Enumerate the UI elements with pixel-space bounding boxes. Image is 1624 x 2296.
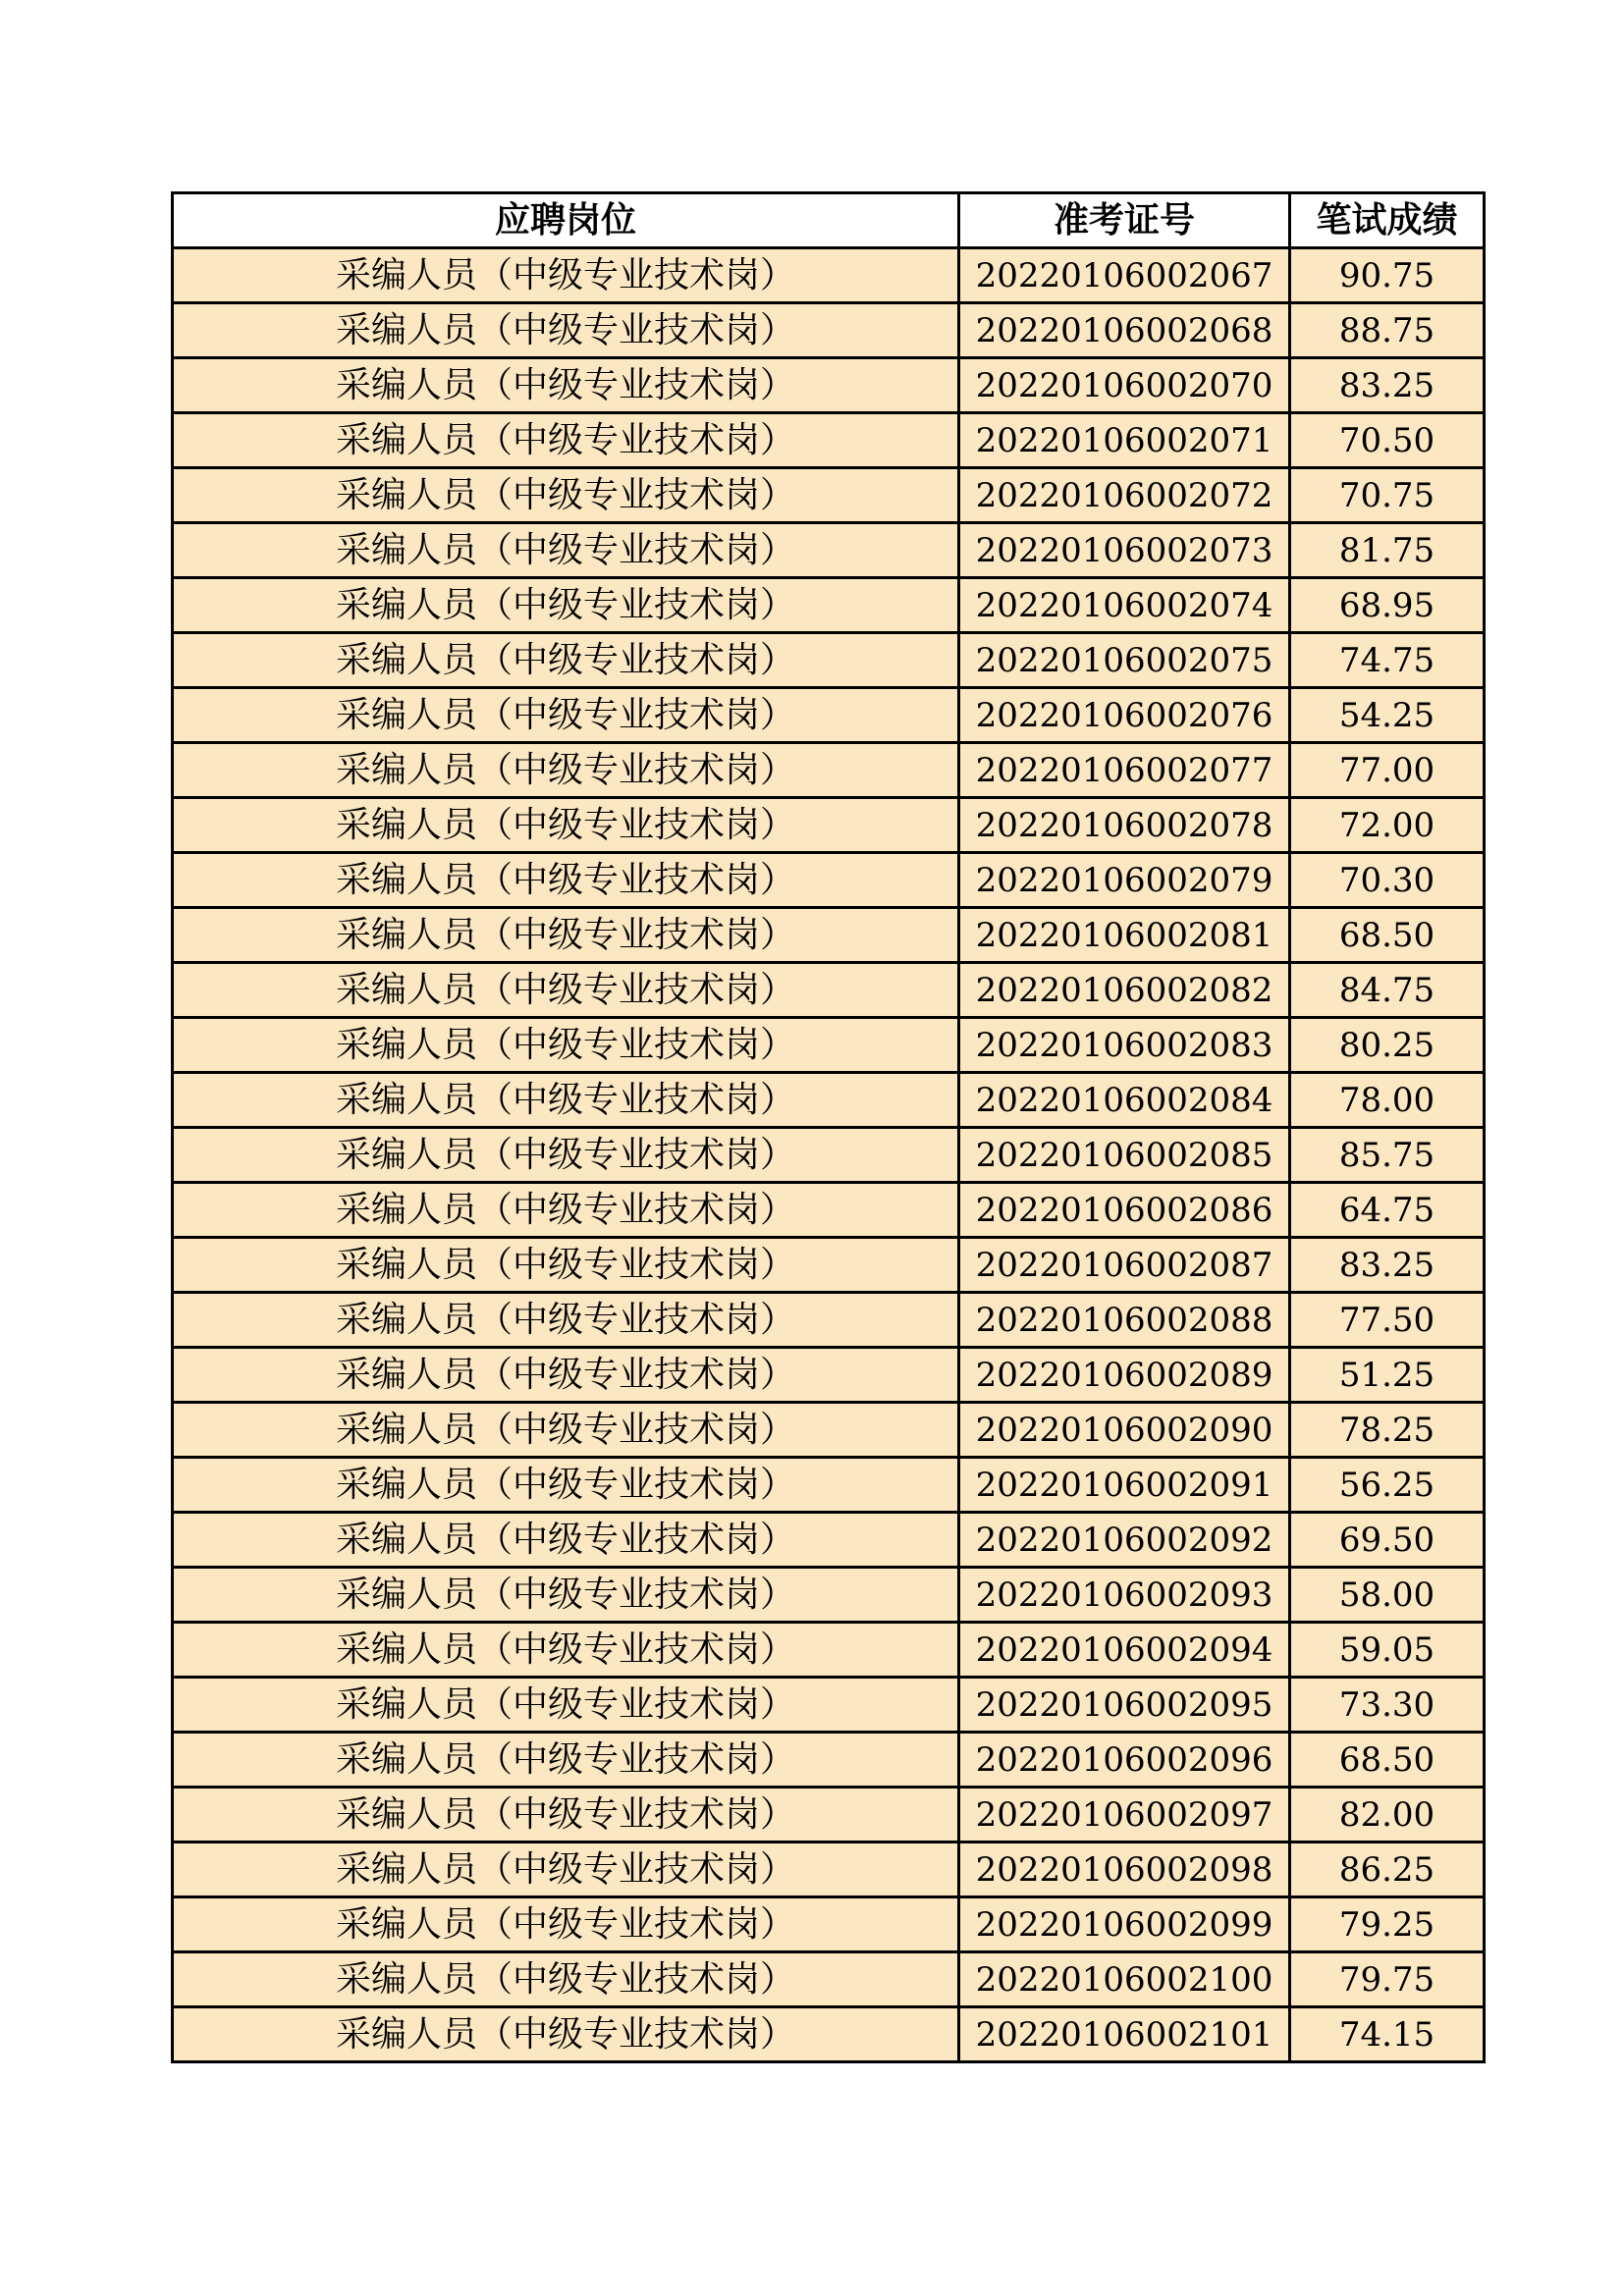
score-cell: 88.75: [1290, 303, 1485, 358]
post-cell: 采编人员（中级专业技术岗）: [173, 1678, 959, 1733]
ticket-number-cell: 20220106002096: [959, 1733, 1290, 1788]
score-cell: 79.25: [1290, 1897, 1485, 1952]
post-cell: 采编人员（中级专业技术岗）: [173, 1733, 959, 1788]
table-row: [173, 1073, 1485, 1128]
table-row: [173, 743, 1485, 798]
table-row: [173, 2007, 1485, 2062]
post-cell: 采编人员（中级专业技术岗）: [173, 1788, 959, 1842]
score-cell: 80.25: [1290, 1018, 1485, 1073]
score-cell: 68.95: [1290, 578, 1485, 633]
header-row: [173, 193, 1485, 248]
table-row: [173, 1733, 1485, 1788]
post-cell: 采编人员（中级专业技术岗）: [173, 1842, 959, 1897]
ticket-number-cell: 20220106002088: [959, 1293, 1290, 1348]
post-cell: 采编人员（中级专业技术岗）: [173, 1897, 959, 1952]
score-cell: 69.50: [1290, 1513, 1485, 1568]
ticket-number-cell: 20220106002094: [959, 1623, 1290, 1678]
table-row: [173, 1678, 1485, 1733]
table-row: [173, 358, 1485, 413]
post-cell: 采编人员（中级专业技术岗）: [173, 633, 959, 688]
post-cell: 采编人员（中级专业技术岗）: [173, 578, 959, 633]
table-row: [173, 1568, 1485, 1623]
score-cell: 70.75: [1290, 468, 1485, 523]
table-row: [173, 798, 1485, 853]
score-cell: 86.25: [1290, 1842, 1485, 1897]
score-cell: 82.00: [1290, 1788, 1485, 1842]
ticket-number-cell: 20220106002095: [959, 1678, 1290, 1733]
ticket-number-cell: 20220106002074: [959, 578, 1290, 633]
score-cell: 56.25: [1290, 1458, 1485, 1513]
score-cell: 83.25: [1290, 1238, 1485, 1293]
ticket-number-cell: 20220106002090: [959, 1403, 1290, 1458]
ticket-number-cell: 20220106002072: [959, 468, 1290, 523]
ticket-number-cell: 20220106002092: [959, 1513, 1290, 1568]
post-cell: 采编人员（中级专业技术岗）: [173, 1018, 959, 1073]
ticket-number-cell: 20220106002098: [959, 1842, 1290, 1897]
table-row: [173, 578, 1485, 633]
score-cell: 83.25: [1290, 358, 1485, 413]
post-cell: 采编人员（中级专业技术岗）: [173, 1183, 959, 1238]
score-cell: 84.75: [1290, 963, 1485, 1018]
score-cell: 74.75: [1290, 633, 1485, 688]
ticket-number-cell: 20220106002068: [959, 303, 1290, 358]
ticket-number-cell: 20220106002087: [959, 1238, 1290, 1293]
ticket-number-cell: 20220106002082: [959, 963, 1290, 1018]
table-row: [173, 303, 1485, 358]
ticket-number-cell: 20220106002067: [959, 248, 1290, 303]
table-row: [173, 1128, 1485, 1183]
ticket-number-cell: 20220106002084: [959, 1073, 1290, 1128]
table-row: [173, 633, 1485, 688]
score-cell: 70.30: [1290, 853, 1485, 908]
table-row: [173, 1842, 1485, 1897]
ticket-number-cell: 20220106002075: [959, 633, 1290, 688]
score-cell: 68.50: [1290, 1733, 1485, 1788]
table-row: [173, 1018, 1485, 1073]
score-cell: 54.25: [1290, 688, 1485, 743]
header-written-score: 笔试成绩: [1290, 193, 1485, 248]
post-cell: 采编人员（中级专业技术岗）: [173, 1952, 959, 2007]
post-cell: 采编人员（中级专业技术岗）: [173, 1238, 959, 1293]
post-cell: 采编人员（中级专业技术岗）: [173, 1568, 959, 1623]
header-post: 应聘岗位: [173, 193, 959, 248]
post-cell: 采编人员（中级专业技术岗）: [173, 1623, 959, 1678]
ticket-number-cell: 20220106002073: [959, 523, 1290, 578]
table-row: [173, 523, 1485, 578]
table-row: [173, 1238, 1485, 1293]
post-cell: 采编人员（中级专业技术岗）: [173, 963, 959, 1018]
score-cell: 78.25: [1290, 1403, 1485, 1458]
table-row: [173, 1183, 1485, 1238]
post-cell: 采编人员（中级专业技术岗）: [173, 1403, 959, 1458]
table-header: [173, 193, 1485, 248]
score-cell: 77.00: [1290, 743, 1485, 798]
table-row: [173, 688, 1485, 743]
post-cell: 采编人员（中级专业技术岗）: [173, 248, 959, 303]
ticket-number-cell: 20220106002078: [959, 798, 1290, 853]
post-cell: 采编人员（中级专业技术岗）: [173, 468, 959, 523]
ticket-number-cell: 20220106002100: [959, 1952, 1290, 2007]
table-row: [173, 1458, 1485, 1513]
table-row: [173, 1348, 1485, 1403]
ticket-number-cell: 20220106002079: [959, 853, 1290, 908]
score-cell: 81.75: [1290, 523, 1485, 578]
ticket-number-cell: 20220106002085: [959, 1128, 1290, 1183]
table-row: [173, 1897, 1485, 1952]
table-row: [173, 468, 1485, 523]
post-cell: 采编人员（中级专业技术岗）: [173, 1513, 959, 1568]
score-cell: 68.50: [1290, 908, 1485, 963]
table-row: [173, 853, 1485, 908]
post-cell: 采编人员（中级专业技术岗）: [173, 908, 959, 963]
post-cell: 采编人员（中级专业技术岗）: [173, 303, 959, 358]
post-cell: 采编人员（中级专业技术岗）: [173, 798, 959, 853]
post-cell: 采编人员（中级专业技术岗）: [173, 1458, 959, 1513]
ticket-number-cell: 20220106002076: [959, 688, 1290, 743]
table-row: [173, 963, 1485, 1018]
score-cell: 51.25: [1290, 1348, 1485, 1403]
score-cell: 78.00: [1290, 1073, 1485, 1128]
score-cell: 64.75: [1290, 1183, 1485, 1238]
ticket-number-cell: 20220106002089: [959, 1348, 1290, 1403]
score-cell: 85.75: [1290, 1128, 1485, 1183]
table-row: [173, 1513, 1485, 1568]
post-cell: 采编人员（中级专业技术岗）: [173, 1348, 959, 1403]
score-cell: 90.75: [1290, 248, 1485, 303]
table-row: [173, 908, 1485, 963]
post-cell: 采编人员（中级专业技术岗）: [173, 743, 959, 798]
score-cell: 59.05: [1290, 1623, 1485, 1678]
table-row: [173, 248, 1485, 303]
ticket-number-cell: 20220106002083: [959, 1018, 1290, 1073]
post-cell: 采编人员（中级专业技术岗）: [173, 523, 959, 578]
ticket-number-cell: 20220106002097: [959, 1788, 1290, 1842]
ticket-number-cell: 20220106002093: [959, 1568, 1290, 1623]
score-cell: 72.00: [1290, 798, 1485, 853]
post-cell: 采编人员（中级专业技术岗）: [173, 1293, 959, 1348]
table-body: [173, 248, 1485, 2062]
post-cell: 采编人员（中级专业技术岗）: [173, 1073, 959, 1128]
score-table: [171, 191, 1486, 2063]
score-cell: 73.30: [1290, 1678, 1485, 1733]
header-ticket-number: 准考证号: [959, 193, 1290, 248]
score-cell: 74.15: [1290, 2007, 1485, 2062]
table-row: [173, 1403, 1485, 1458]
table-row: [173, 1623, 1485, 1678]
ticket-number-cell: 20220106002081: [959, 908, 1290, 963]
score-cell: 79.75: [1290, 1952, 1485, 2007]
table-row: [173, 1788, 1485, 1842]
table-row: [173, 1293, 1485, 1348]
ticket-number-cell: 20220106002071: [959, 413, 1290, 468]
table-row: [173, 1952, 1485, 2007]
ticket-number-cell: 20220106002086: [959, 1183, 1290, 1238]
ticket-number-cell: 20220106002091: [959, 1458, 1290, 1513]
post-cell: 采编人员（中级专业技术岗）: [173, 853, 959, 908]
ticket-number-cell: 20220106002101: [959, 2007, 1290, 2062]
score-cell: 58.00: [1290, 1568, 1485, 1623]
post-cell: 采编人员（中级专业技术岗）: [173, 358, 959, 413]
post-cell: 采编人员（中级专业技术岗）: [173, 413, 959, 468]
ticket-number-cell: 20220106002077: [959, 743, 1290, 798]
score-cell: 77.50: [1290, 1293, 1485, 1348]
ticket-number-cell: 20220106002099: [959, 1897, 1290, 1952]
post-cell: 采编人员（中级专业技术岗）: [173, 688, 959, 743]
table-row: [173, 413, 1485, 468]
ticket-number-cell: 20220106002070: [959, 358, 1290, 413]
score-cell: 70.50: [1290, 413, 1485, 468]
post-cell: 采编人员（中级专业技术岗）: [173, 1128, 959, 1183]
post-cell: 采编人员（中级专业技术岗）: [173, 2007, 959, 2062]
